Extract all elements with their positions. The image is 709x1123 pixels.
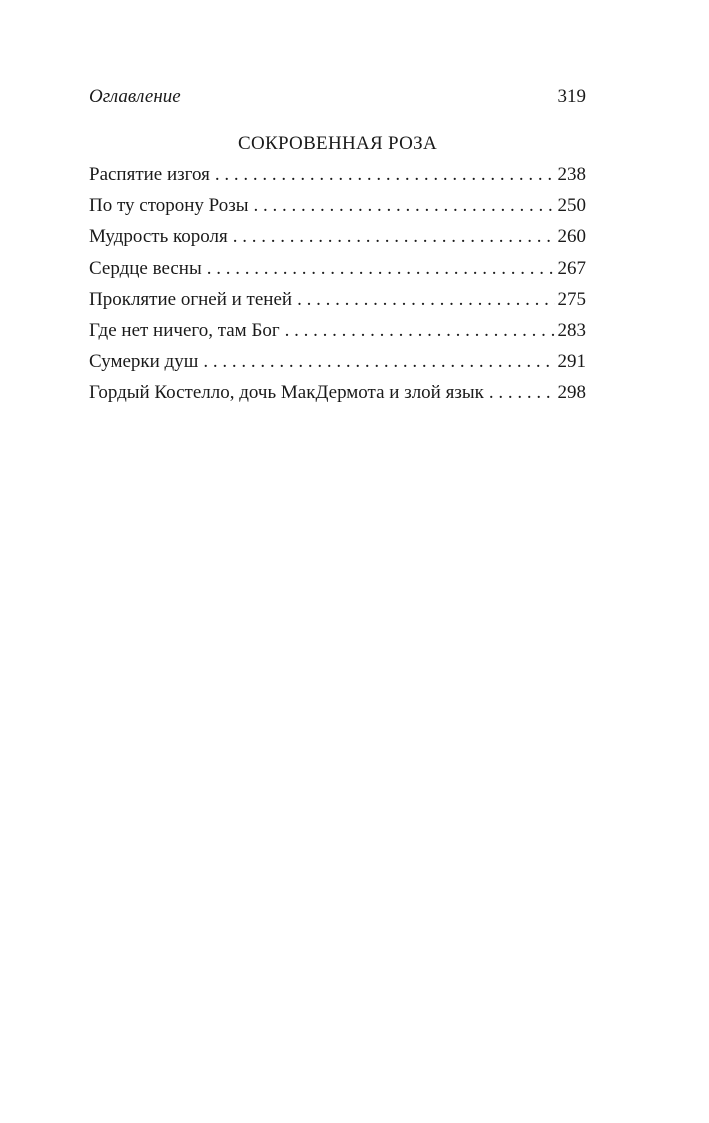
dot-leader: [254, 193, 555, 219]
toc-entry-page: 250: [557, 195, 586, 217]
dot-leader: [297, 287, 554, 313]
dot-leader: [285, 318, 555, 344]
toc-entry-page: 283: [557, 319, 586, 341]
toc-entry: [89, 380, 586, 411]
toc-entry: [89, 162, 586, 193]
toc-entry: [89, 224, 586, 255]
toc-entry: [89, 193, 586, 224]
toc-entry-title: По ту сторону Розы: [89, 195, 249, 217]
dot-leader: [233, 224, 555, 250]
table-of-contents: [89, 162, 586, 412]
toc-entry-page: 267: [557, 257, 586, 279]
toc-entry: [89, 318, 586, 349]
toc-entry: [89, 287, 586, 318]
section-title: СОКРОВЕННАЯ РОЗА: [237, 133, 437, 154]
toc-entry-title: Сердце весны: [89, 257, 202, 279]
toc-entry: [89, 349, 586, 380]
toc-entry-page: 275: [557, 288, 586, 310]
toc-entry-title: Где нет ничего, там Бог: [89, 319, 280, 341]
toc-entry-title: Проклятие огней и теней: [89, 288, 293, 310]
toc-entry: [89, 256, 586, 287]
toc-entry-page: 260: [557, 226, 586, 248]
dot-leader: [215, 162, 555, 188]
running-title: Оглавление: [89, 86, 181, 107]
toc-entry-page: 298: [557, 382, 586, 404]
toc-entry-title: Сумерки душ: [89, 351, 199, 373]
dot-leader: [207, 256, 555, 282]
toc-entry-page: 238: [557, 164, 586, 185]
running-head: [89, 84, 586, 110]
toc-entry-title: Мудрость короля: [89, 226, 228, 248]
page-number: 319: [557, 86, 586, 107]
toc-entry-title: Распятие изгоя: [89, 164, 210, 185]
dot-leader: [489, 380, 555, 406]
dot-leader: [203, 349, 554, 375]
toc-entry-page: 291: [557, 351, 586, 373]
toc-entry-title: Гордый Костелло, дочь МакДермота и злой язык: [89, 382, 484, 404]
